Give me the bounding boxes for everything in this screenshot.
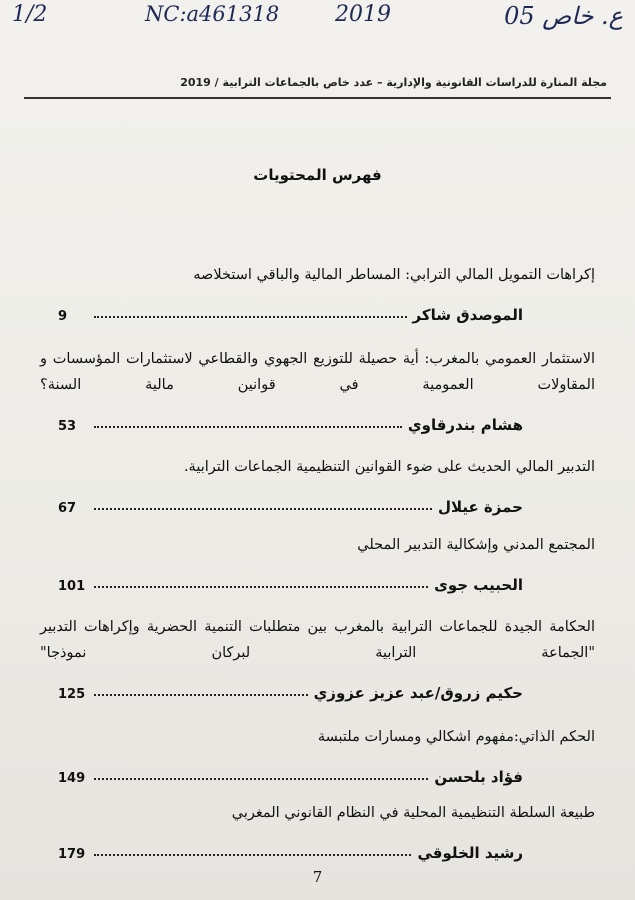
handwritten-year: 2019 (335, 2, 391, 27)
dot-leader (94, 693, 308, 696)
entry-author: الموصدق شاكر (412, 306, 523, 324)
handwritten-issue-code: ع. خاص 05 (504, 2, 623, 30)
author-line (40, 672, 597, 702)
author-line (40, 486, 597, 516)
entry-author: حمزة عيلال (437, 498, 523, 516)
handwritten-nc-number: NC:a461318 (145, 2, 280, 26)
toc-entry (40, 346, 597, 444)
author-line (40, 564, 597, 594)
entry-title: إكراهات التمويل المالي الترابي: المساطر المالية والباقي استخلاصه (193, 267, 595, 283)
header-divider (24, 97, 611, 99)
toc-entry (40, 800, 597, 866)
entry-page-number: 9 (58, 309, 68, 324)
author-line (40, 756, 597, 786)
toc-entry (40, 724, 597, 790)
entry-title: الحكامة الجيدة للجماعات الترابية بالمغرب بين متطلبات التنمية الحضرية وإكراهات التدبير "الجماعة الترابية لبركان نموذجا" (40, 619, 595, 661)
entry-page-number: 101 (58, 579, 86, 594)
entry-author: حكيم زروق/عبد عزيز عزوزي (313, 684, 523, 702)
toc-entry (40, 614, 597, 710)
entry-title: طبيعة السلطة التنظيمية المحلية في النظام القانوني المغربي (231, 805, 595, 821)
entry-title: الحكم الذاتي:مفهوم اشكالي ومسارات ملتبسة (317, 729, 595, 745)
dot-leader (94, 507, 432, 510)
entry-page-number: 67 (58, 501, 77, 516)
entry-author: هشام بندرقاوي (407, 416, 523, 434)
entry-author: رشيد الخلوقي (417, 844, 523, 862)
entry-author: فؤاد بلحسن (434, 768, 523, 786)
dot-leader (94, 425, 402, 428)
toc-entry (40, 532, 597, 600)
entry-page-number: 125 (58, 687, 86, 702)
entry-title: الاستثمار العمومي بالمغرب: أية حصيلة للتوزيع الجهوي والقطاعي لاستثمارات المؤسسات و المقاولات العمومية في قوانين مالية السنة؟ (40, 351, 595, 393)
toc-entry (40, 262, 597, 332)
dot-leader (94, 315, 407, 318)
entry-page-number: 179 (58, 847, 86, 862)
toc-title: فهرس المحتويات (253, 166, 382, 184)
entry-title: التدبير المالي الحديث على ضوء القوانين التنظيمية الجماعات الترابية. (183, 459, 595, 475)
toc-entry (40, 454, 597, 520)
entry-title: المجتمع المدني وإشكالية التدبير المحلي (357, 537, 595, 553)
author-line (40, 294, 597, 324)
dot-leader (94, 585, 428, 588)
entry-page-number: 53 (58, 419, 77, 434)
entry-author: الحبيب جوى (434, 576, 523, 594)
dot-leader (94, 853, 411, 856)
toc-list (40, 262, 597, 866)
handwritten-fraction: 1/2 (12, 2, 48, 27)
author-line (40, 404, 597, 434)
entry-page-number: 149 (58, 771, 86, 786)
journal-header: مجلة المنارة للدراسات القانونية والإدارية – عدد خاص بالجماعات الترابية / 2019 (180, 76, 607, 89)
page-number-footer: 7 (312, 868, 323, 886)
author-line (40, 832, 597, 862)
dot-leader (94, 777, 428, 780)
